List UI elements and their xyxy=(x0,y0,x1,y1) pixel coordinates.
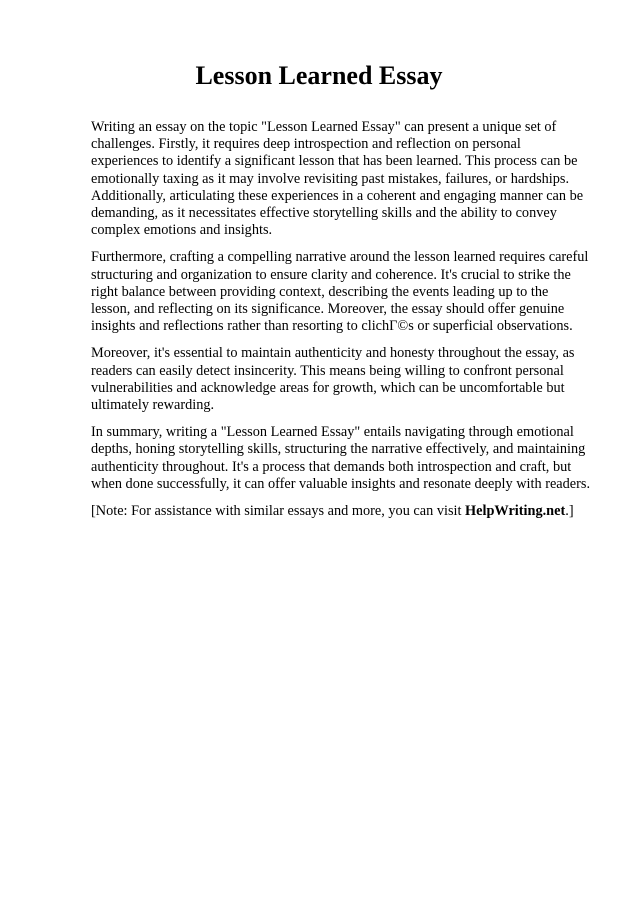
note-suffix: .] xyxy=(565,503,574,520)
note-prefix: [Note: For assistance with similar essays and more, you can visit xyxy=(91,503,466,520)
document-title: Lesson Learned Essay xyxy=(195,61,443,90)
note-paragraph xyxy=(91,503,591,520)
document-body xyxy=(91,119,591,530)
paragraph-1: Writing an essay on the topic "Lesson Learned Essay" can present a unique set of challenges. Firstly, it requires deep introspection and reflection on personal experiences to identify a significant lesson that has been learned. This process can be emotionally taxing as it may involve revisiting past mistakes, failures, or hardships. Additionally, articulating these experiences in a coherent and engaging manner can be demanding, as it necessitates effective storytelling skills and the ability to convey complex emotions and insights. xyxy=(91,119,584,239)
paragraph-4: In summary, writing a "Lesson Learned Essay" entails navigating through emotional depths, honing storytelling skills, structuring the narrative effectively, and maintaining authenticity throughout. It's a process that demands both introspection and craft, but when done successfully, it can offer valuable insights and resonate deeply with readers. xyxy=(91,424,591,492)
paragraph-3: Moreover, it's essential to maintain authenticity and honesty throughout the essay, as readers can easily detect insincerity. This means being willing to confront personal vulnerabilities and acknowledge areas for growth, which can be uncomfortable but ultimately rewarding. xyxy=(91,345,575,414)
helpwriting-link[interactable]: HelpWriting.net xyxy=(465,503,566,520)
paragraph-2: Furthermore, crafting a compelling narrative around the lesson learned requires careful structuring and organization to ensure clarity and coherence. It's crucial to strike the right balance between providing context, describing the events leading up to the lesson, and reflecting on its significance. Moreover, the essay should offer genuine insights and reflections rather than resorting to clichГ©s or superficial observations. xyxy=(91,249,589,335)
